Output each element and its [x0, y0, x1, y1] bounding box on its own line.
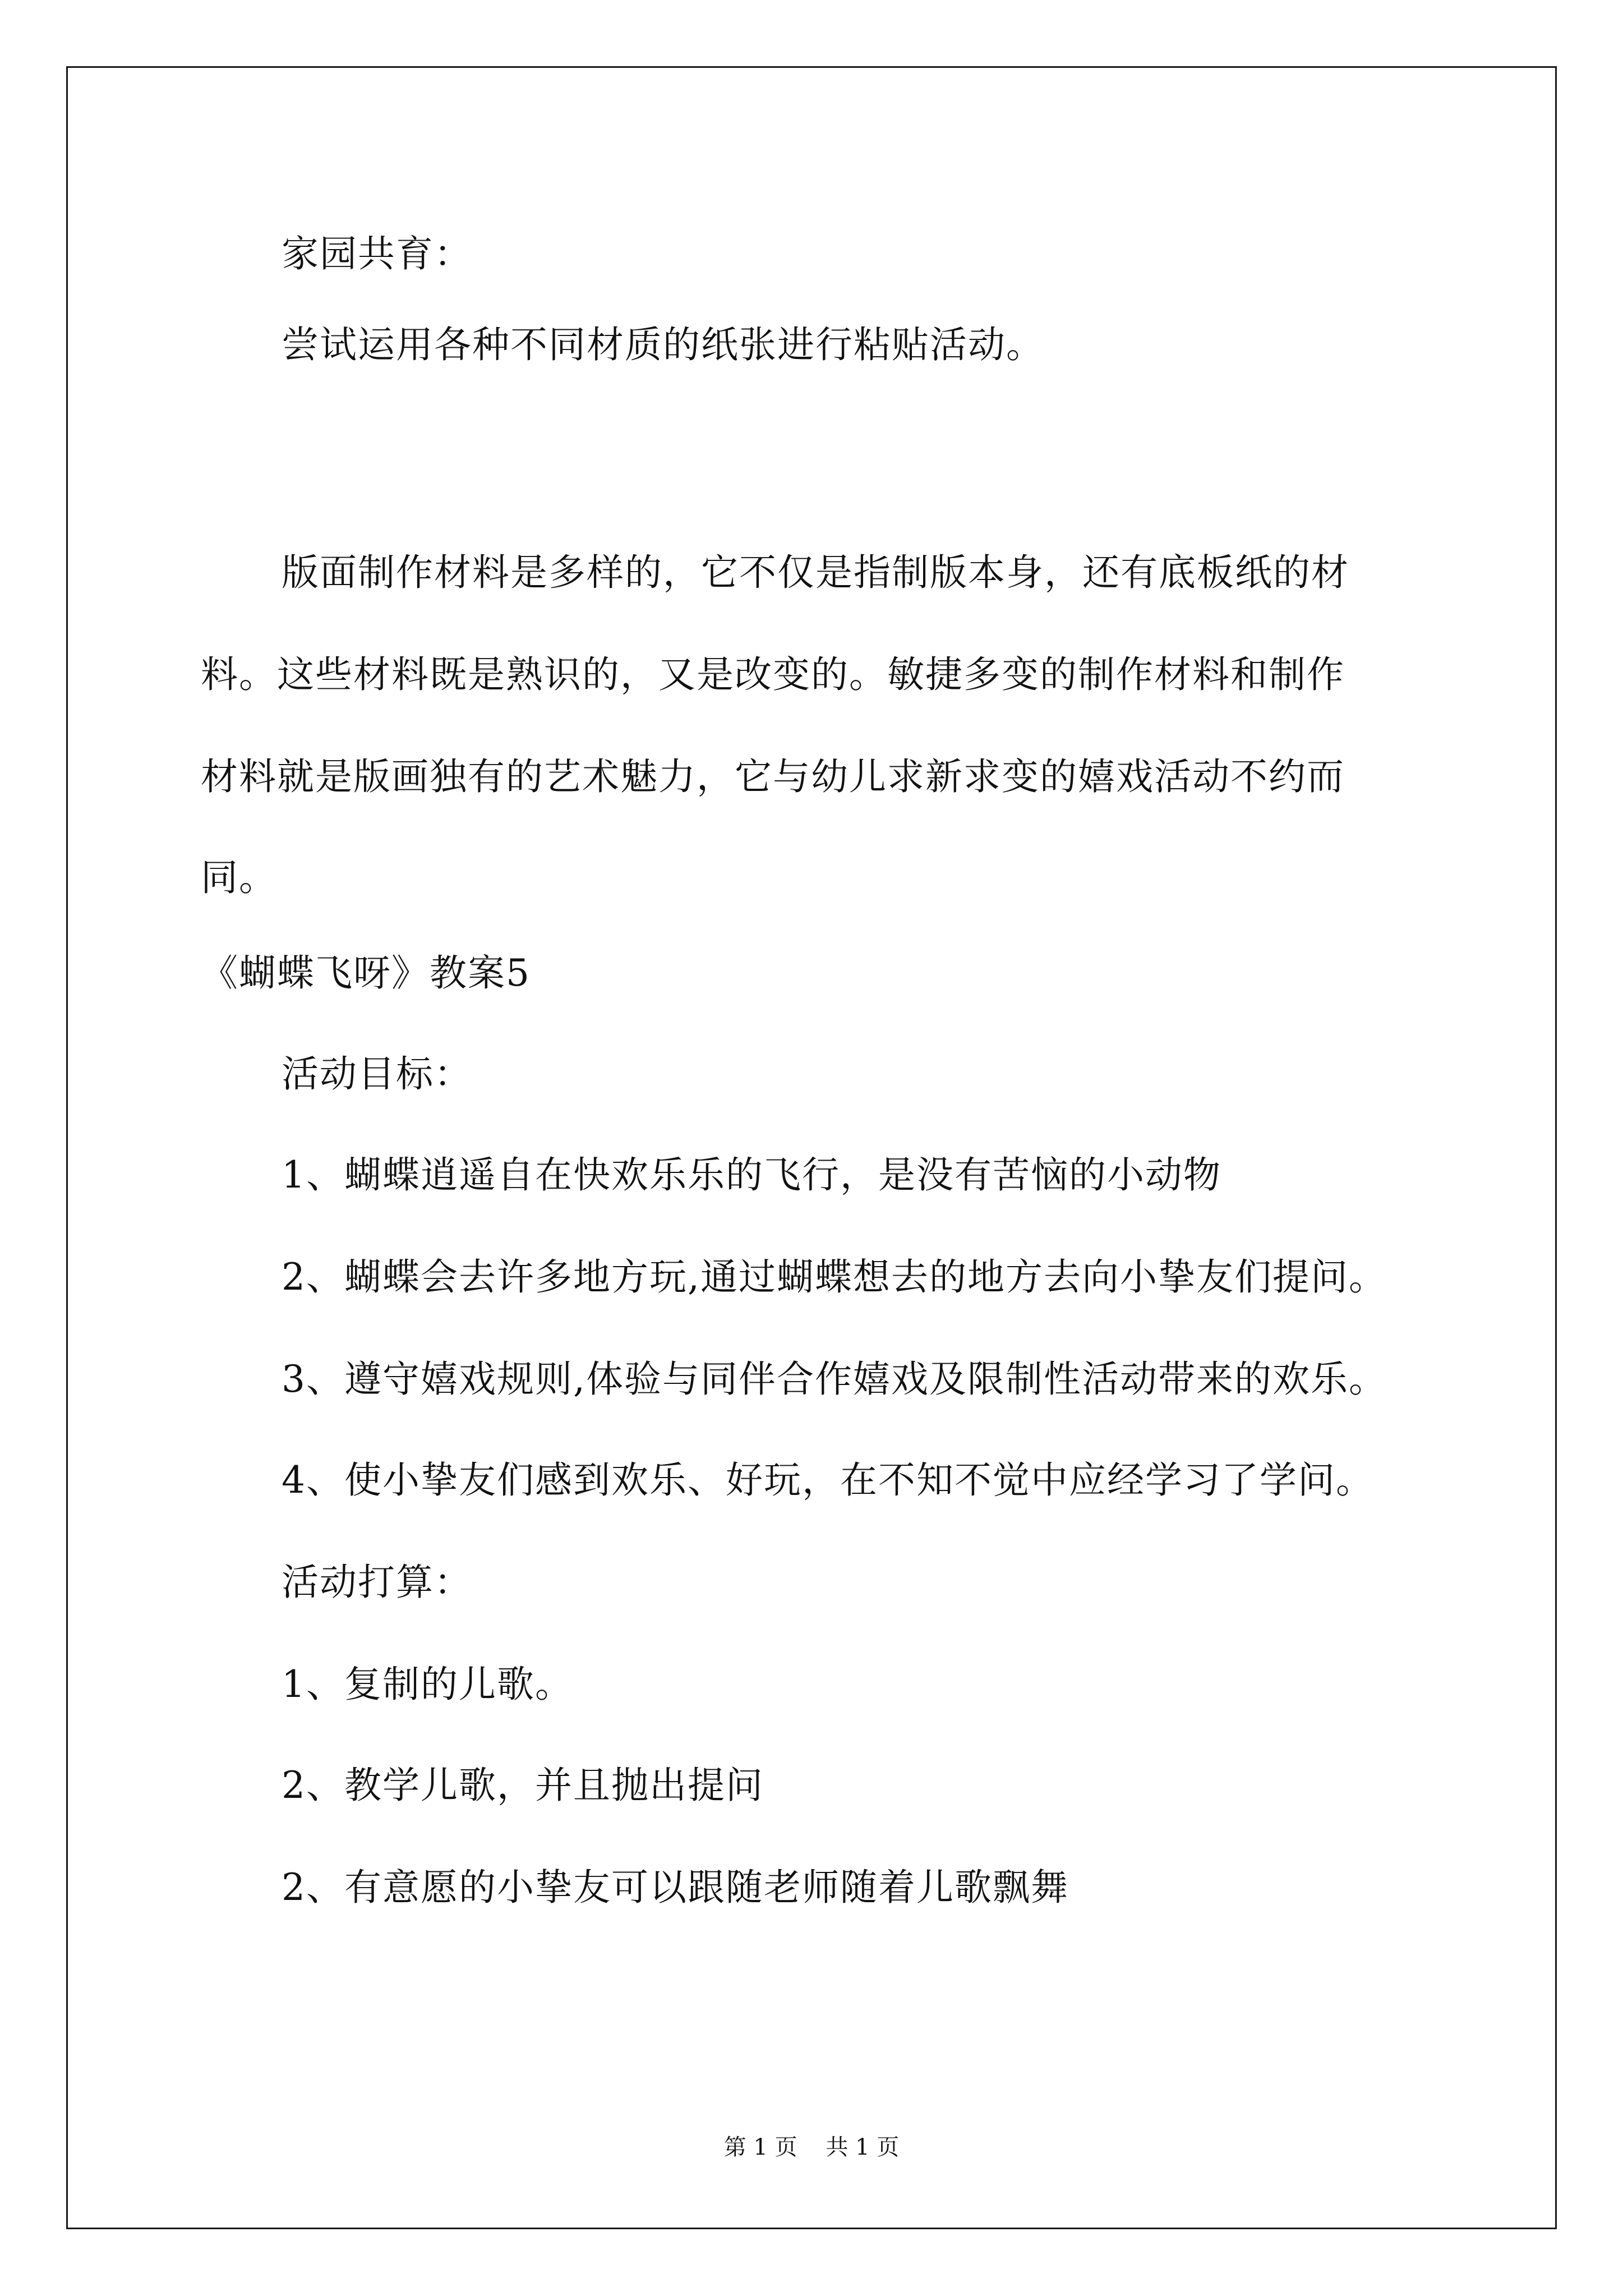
section-title: 《蝴蝶飞呀》教案5 — [201, 951, 531, 995]
list-item: 1、复制的儿歌。 — [282, 1663, 573, 1706]
list-item: 2、有意愿的小挚友可以跟随老师随着儿歌飘舞 — [282, 1866, 1069, 1909]
activity-goals-heading: 活动目标： — [282, 1052, 472, 1096]
list-item: 4、使小挚友们感到欢乐、好玩，在不知不觉中应经学习了学问。 — [282, 1458, 1374, 1502]
list-item: 3、遵守嬉戏规则,体验与同伴合作嬉戏及限制性活动带来的欢乐。 — [282, 1358, 1387, 1401]
list-item: 2、蝴蝶会去许多地方玩,通过蝴蝶想去的地方去向小挚友们提问。 — [282, 1255, 1387, 1299]
list-item: 1、蝴蝶逍遥自在快欢乐乐的飞行，是没有苦恼的小动物 — [282, 1153, 1221, 1197]
paragraph-line: 材料就是版画独有的艺术魅力，它与幼儿求新求变的嬉戏活动不约而 — [201, 755, 1345, 798]
paragraph-line: 尝试运用各种不同材质的纸张进行粘贴活动。 — [282, 323, 1044, 366]
paragraph-line: 料。这些材料既是熟识的，又是改变的。敏捷多变的制作材料和制作 — [201, 653, 1345, 696]
home-school-heading: 家园共育： — [282, 232, 472, 275]
paragraph-line: 同。 — [201, 856, 277, 899]
list-item: 2、教学儿歌，并且抛出提问 — [282, 1764, 764, 1807]
activity-plan-heading: 活动打算： — [282, 1561, 472, 1604]
page-footer: 第 1 页 共 1 页 — [723, 2134, 900, 2160]
paragraph-line: 版面制作材料是多样的，它不仅是指制版本身，还有底板纸的材 — [282, 551, 1349, 594]
